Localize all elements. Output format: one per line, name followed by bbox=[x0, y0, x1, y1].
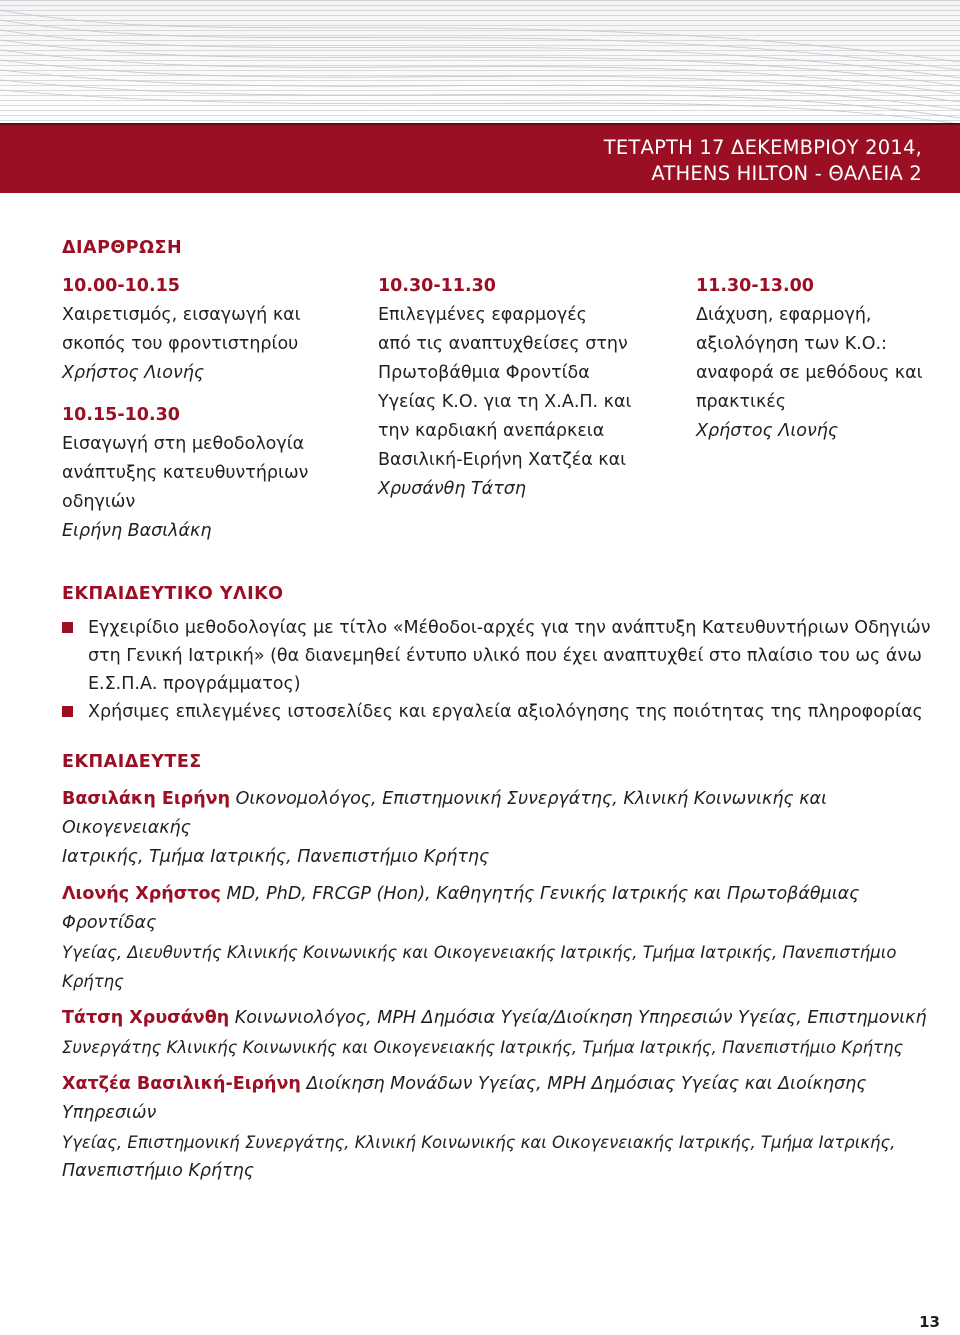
session-text: οδηγιών bbox=[62, 492, 136, 512]
session-time: 10.30-11.30 bbox=[378, 276, 496, 296]
schedule-column-1 bbox=[62, 272, 352, 546]
date-venue-banner bbox=[0, 123, 960, 193]
session-text: αξιολόγηση των Κ.Ο.: bbox=[696, 334, 887, 354]
session-time: 10.15-10.30 bbox=[62, 405, 180, 425]
session-text: Εισαγωγή στη μεθοδολογία bbox=[62, 434, 305, 454]
instructor-description: Οικονομολόγος, Επιστημονική Συνεργάτης, Κλινική Κοινωνικής και Οικογενειακής bbox=[62, 789, 828, 838]
instructor-entry bbox=[62, 785, 942, 872]
list-item bbox=[62, 614, 942, 698]
instructor-name: Χατζέα Βασιλική-Ειρήνη bbox=[62, 1074, 301, 1094]
list-item-text: στη Γενική Ιατρική» (θα διανεμηθεί έντυπο υλικό που έχει αναπτυχθεί στο πλαίσιο του ως άνω bbox=[88, 646, 922, 666]
list-item-text: Εγχειρίδιο μεθοδολογίας με τίτλο «Μέθοδοι-αρχές για την ανάπτυξη Κατευθυντήριων Οδηγιών bbox=[88, 618, 931, 638]
instructors-heading: ΕΚΠΑΙΔΕΥΤΕΣ bbox=[62, 752, 202, 772]
materials-list bbox=[62, 614, 942, 726]
session-text: την καρδιακή ανεπάρκεια bbox=[378, 421, 605, 441]
instructor-description: Κοινωνιολόγος, MPH Δημόσια Υγεία/Διοίκηση Υπηρεσιών Υγείας, Επιστημονική bbox=[234, 1008, 927, 1028]
session-speaker: Χρυσάνθη Τάτση bbox=[378, 479, 526, 499]
session-text: Διάχυση, εφαρμογή, bbox=[696, 305, 872, 325]
session-speaker: Ειρήνη Βασιλάκη bbox=[62, 521, 212, 541]
session-text: πρακτικές bbox=[696, 392, 786, 412]
banner-venue: ATHENS HILTON - ΘΑΛΕΙΑ 2 bbox=[651, 162, 922, 185]
instructor-description: Υγείας, Επιστημονική Συνεργάτης, Κλινική Κοινωνικής και Οικογενειακής Ιατρικής, Τμήμα Ιατρικής, bbox=[62, 1133, 896, 1152]
session-text: ανάπτυξης κατευθυντήριων bbox=[62, 463, 309, 483]
session-text: Επιλεγμένες εφαρμογές bbox=[378, 305, 587, 325]
session-text: Πρωτοβάθμια Φροντίδα bbox=[378, 363, 590, 383]
session-speaker: Χρήστος Λιονής bbox=[696, 421, 839, 441]
banner-text bbox=[604, 135, 922, 187]
instructor-description: MD, PhD, FRCGP (Hon), Καθηγητής Γενικής Ιατρικής και Πρωτοβάθμιας Φροντίδας bbox=[62, 884, 860, 933]
instructor-description: Ιατρικής, Τμήμα Ιατρικής, Πανεπιστήμιο Κρήτης bbox=[62, 847, 490, 867]
square-bullet-icon bbox=[62, 706, 73, 717]
schedule-column-3 bbox=[696, 272, 946, 446]
banner-date: ΤΕΤΑΡΤΗ 17 ΔΕΚΕΜΒΡΙΟΥ 2014, bbox=[603, 136, 922, 159]
instructor-entry bbox=[62, 1004, 942, 1062]
instructor-name: Λιονής Χρήστος bbox=[62, 884, 221, 904]
structure-heading: ΔΙΑΡΘΡΩΣΗ bbox=[62, 238, 183, 258]
session-text: Υγείας Κ.Ο. για τη Χ.Α.Π. και bbox=[378, 392, 632, 412]
instructor-description: Πανεπιστήμιο Κρήτης bbox=[62, 1161, 255, 1181]
wave-lines-graphic bbox=[0, 0, 960, 125]
instructor-name: Τάτση Χρυσάνθη bbox=[62, 1008, 230, 1028]
instructor-name: Βασιλάκη Ειρήνη bbox=[62, 789, 231, 809]
list-item-text: Ε.Σ.Π.Α. προγράμματος) bbox=[88, 674, 301, 694]
session-time: 11.30-13.00 bbox=[696, 276, 814, 296]
session-text: Βασιλική-Ειρήνη Χατζέα και bbox=[378, 450, 627, 470]
materials-heading: ΕΚΠΑΙΔΕΥΤΙΚΟ ΥΛΙΚΟ bbox=[62, 584, 284, 604]
instructors-list bbox=[62, 785, 942, 1194]
list-item bbox=[62, 698, 942, 726]
instructor-description: Διοίκηση Μονάδων Υγείας, MPH Δημόσιας Υγείας και Διοίκησης Υπηρεσιών bbox=[62, 1074, 867, 1123]
instructor-description: Υγείας, Διευθυντής Κλινικής Κοινωνικής και Οικογενειακής Ιατρικής, Τμήμα Ιατρικής, Πανεπιστήμιο Κρήτης bbox=[62, 943, 897, 991]
session-time: 10.00-10.15 bbox=[62, 276, 180, 296]
session-text: από τις αναπτυχθείσες στην bbox=[378, 334, 628, 354]
session-speaker: Χρήστος Λιονής bbox=[62, 363, 205, 383]
session-text: σκοπός του φροντιστηρίου bbox=[62, 334, 299, 354]
schedule-column-2 bbox=[378, 272, 678, 504]
session-text: Χαιρετισμός, εισαγωγή και bbox=[62, 305, 301, 325]
session-text: αναφορά σε μεθόδους και bbox=[696, 363, 923, 383]
page-number: 13 bbox=[919, 1313, 940, 1331]
instructor-description: Συνεργάτης Κλινικής Κοινωνικής και Οικογενειακής Ιατρικής, Τμήμα Ιατρικής, Πανεπιστήμιο Κρήτης bbox=[62, 1038, 904, 1057]
square-bullet-icon bbox=[62, 622, 73, 633]
decorative-header-lines bbox=[0, 0, 960, 125]
list-item-text: Χρήσιμες επιλεγμένες ιστοσελίδες και εργαλεία αξιολόγησης της ποιότητας της πληροφορίας bbox=[88, 702, 923, 722]
instructor-entry bbox=[62, 1070, 942, 1186]
instructor-entry bbox=[62, 880, 942, 996]
